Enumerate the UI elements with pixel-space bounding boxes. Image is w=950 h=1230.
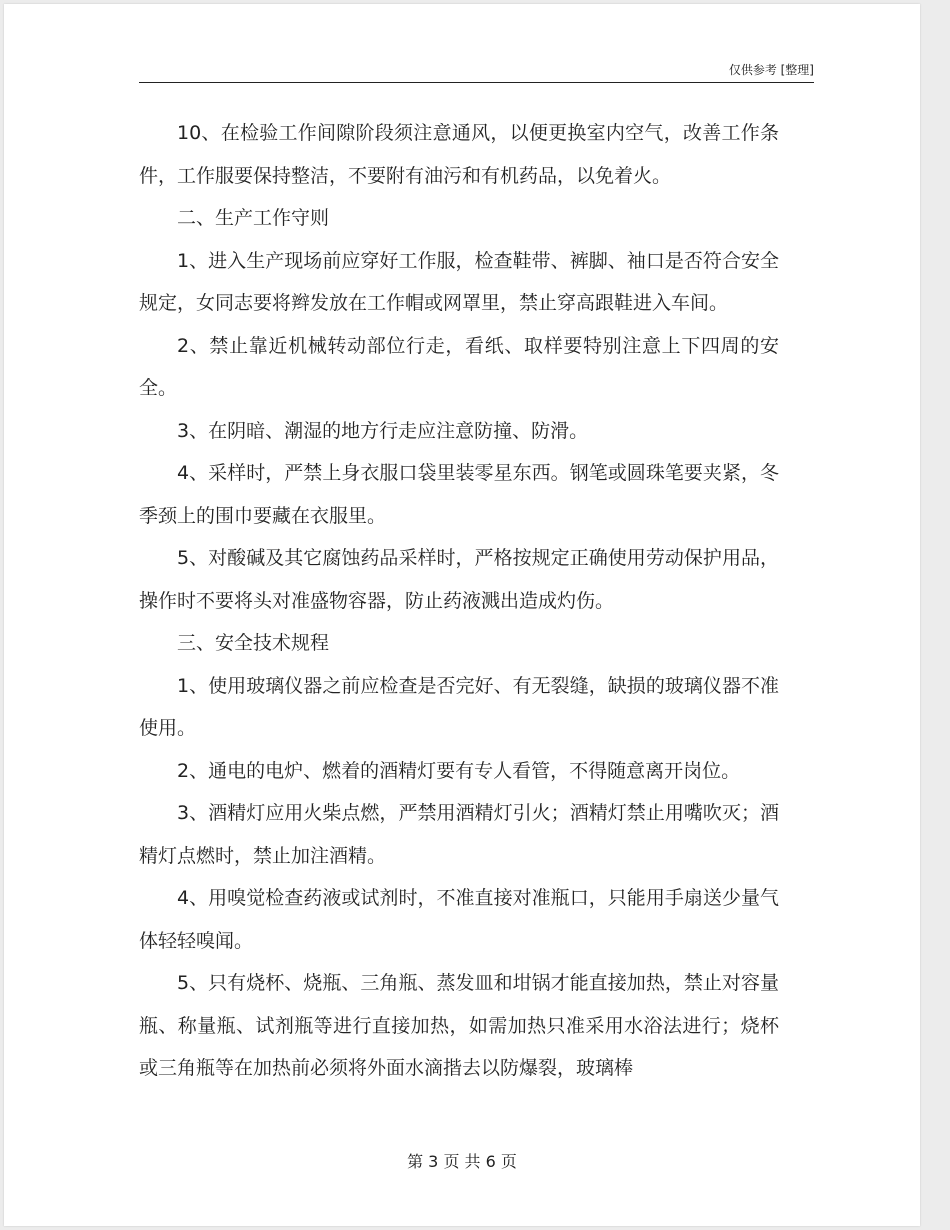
paragraph-3: 1、进入生产现场前应穿好工作服，检查鞋带、裤脚、袖口是否符合安全规定，女同志要将辫发放在工作帽或网罩里，禁止穿高跟鞋进入车间。 <box>139 249 779 314</box>
document-body <box>139 112 779 1090</box>
paragraph-5: 3、在阴暗、潮湿的地方行走应注意防撞、防滑。 <box>177 419 589 442</box>
paragraph-6: 4、采样时，严禁上身衣服口袋里装零星东西。钢笔或圆珠笔要夹紧，冬季颈上的围巾要藏在衣服里。 <box>139 462 779 527</box>
section-heading-2: 二、生产工作守则 <box>177 207 330 229</box>
paragraph-11: 3、酒精灯应用火柴点燃，严禁用酒精灯引火；酒精灯禁止用嘴吹灭；酒精灯点燃时，禁止加注酒精。 <box>139 802 779 867</box>
paragraph-13: 5、只有烧杯、烧瓶、三角瓶、蒸发皿和坩锅才能直接加热，禁止对容量瓶、称量瓶、试剂瓶等进行直接加热，如需加热只准采用水浴法进行；烧杯或三角瓶等在加热前必须将外面水滴揩去以防爆裂，玻璃棒 <box>139 972 779 1079</box>
paragraph-10: 2、通电的电炉、燃着的酒精灯要有专人看管，不得随意离开岗位。 <box>177 759 741 782</box>
header-note: 仅供参考 [整理] <box>728 63 814 77</box>
paragraph-7: 5、对酸碱及其它腐蚀药品采样时，严格按规定正确使用劳动保护用品，操作时不要将头对准盛物容器，防止药液溅出造成灼伤。 <box>139 547 779 612</box>
paragraph-9: 1、使用玻璃仪器之前应检查是否完好、有无裂缝，缺损的玻璃仪器不准使用。 <box>139 674 779 739</box>
page-number: 第 3 页 共 6 页 <box>407 1152 517 1171</box>
document-page <box>4 4 920 1226</box>
paragraph-1: 10、在检验工作间隙阶段须注意通风，以便更换室内空气，改善工作条件，工作服要保持整洁，不要附有油污和有机药品，以免着火。 <box>139 122 779 187</box>
section-heading-3: 三、安全技术规程 <box>177 632 330 654</box>
paragraph-4: 2、禁止靠近机械转动部位行走，看纸、取样要特别注意上下四周的安全。 <box>139 334 779 399</box>
page-header <box>139 56 814 83</box>
page-footer <box>4 1149 920 1172</box>
paragraph-12: 4、用嗅觉检查药液或试剂时，不准直接对准瓶口，只能用手扇送少量气体轻轻嗅闻。 <box>139 887 779 952</box>
